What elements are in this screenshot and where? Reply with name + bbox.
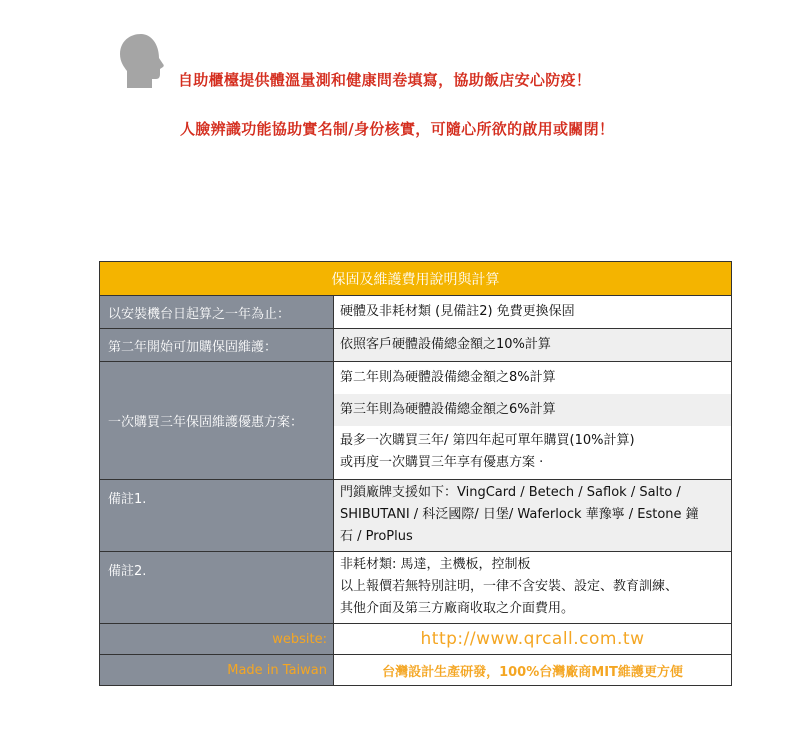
plan-line-year2: 第二年則為硬體設備總金額之8%計算 — [334, 362, 731, 394]
plan-line-year3: 第三年則為硬體設備總金額之6%計算 — [334, 394, 731, 426]
note2-line: 非耗材類: 馬達，主機板，控制板 — [340, 557, 531, 572]
note2-line: 其他介面及第三方廠商收取之介面費用。 — [340, 601, 575, 616]
row-label-note2: 備註2. — [100, 552, 334, 624]
website-label: website: — [100, 624, 334, 655]
promo-line-face-recognition: 人臉辨識功能協助實名制/身份核實，可隨心所欲的啟用或關閉！ — [180, 120, 615, 138]
row-value-first-year: 硬體及非耗材類 (見備註2) 免費更換保固 — [334, 296, 732, 329]
promo-line-temperature: 自助櫃檯提供體溫量測和健康問卷填寫，協助飯店安心防疫！ — [178, 71, 592, 89]
plan-line-max: 最多一次購買三年/ 第四年起可單年購買(10%計算) — [334, 426, 731, 452]
mit-statement: 台灣設計生產研發，100%台灣廠商MIT維護更方便 — [334, 655, 732, 686]
made-in-taiwan-label: Made in Taiwan — [100, 655, 334, 686]
row-label-second-year: 第二年開始可加購保固維護： — [100, 329, 334, 362]
note1-line: SHIBUTANI / 科泛國際/ 日堡/ Waferlock 華豫寧 / Estone 鐘 — [340, 507, 699, 522]
row-value-note2 — [334, 552, 732, 624]
table-row — [100, 329, 732, 362]
website-link[interactable]: http://www.qrcall.com.tw — [334, 624, 732, 655]
row-value-three-year-plan — [334, 362, 732, 480]
table-row — [100, 362, 732, 480]
row-label-first-year: 以安裝機台日起算之一年為止： — [100, 296, 334, 329]
website-row — [100, 624, 732, 655]
table-row — [100, 552, 732, 624]
row-value-second-year: 依照客戶硬體設備總金額之10%計算 — [334, 329, 732, 362]
person-head-silhouette-icon — [114, 32, 166, 88]
plan-line-repeat: 或再度一次購買三年享有優惠方案 · — [334, 452, 731, 479]
table-title: 保固及維護費用說明與計算 — [100, 262, 732, 296]
table-title-row — [100, 262, 732, 296]
note1-line: 門鎖廠牌支援如下：VingCard / Betech / Saflok / Salto / — [340, 485, 681, 500]
row-label-note1: 備註1. — [100, 480, 334, 552]
row-value-note1 — [334, 480, 732, 552]
row-label-three-year-plan: 一次購買三年保固維護優惠方案： — [100, 362, 334, 480]
table-row — [100, 296, 732, 329]
note1-line: 石 / ProPlus — [340, 529, 413, 544]
warranty-fee-table — [99, 261, 732, 686]
mit-row — [100, 655, 732, 686]
note2-line: 以上報價若無特別註明，一律不含安裝、設定、教育訓練、 — [340, 579, 679, 594]
table-row — [100, 480, 732, 552]
